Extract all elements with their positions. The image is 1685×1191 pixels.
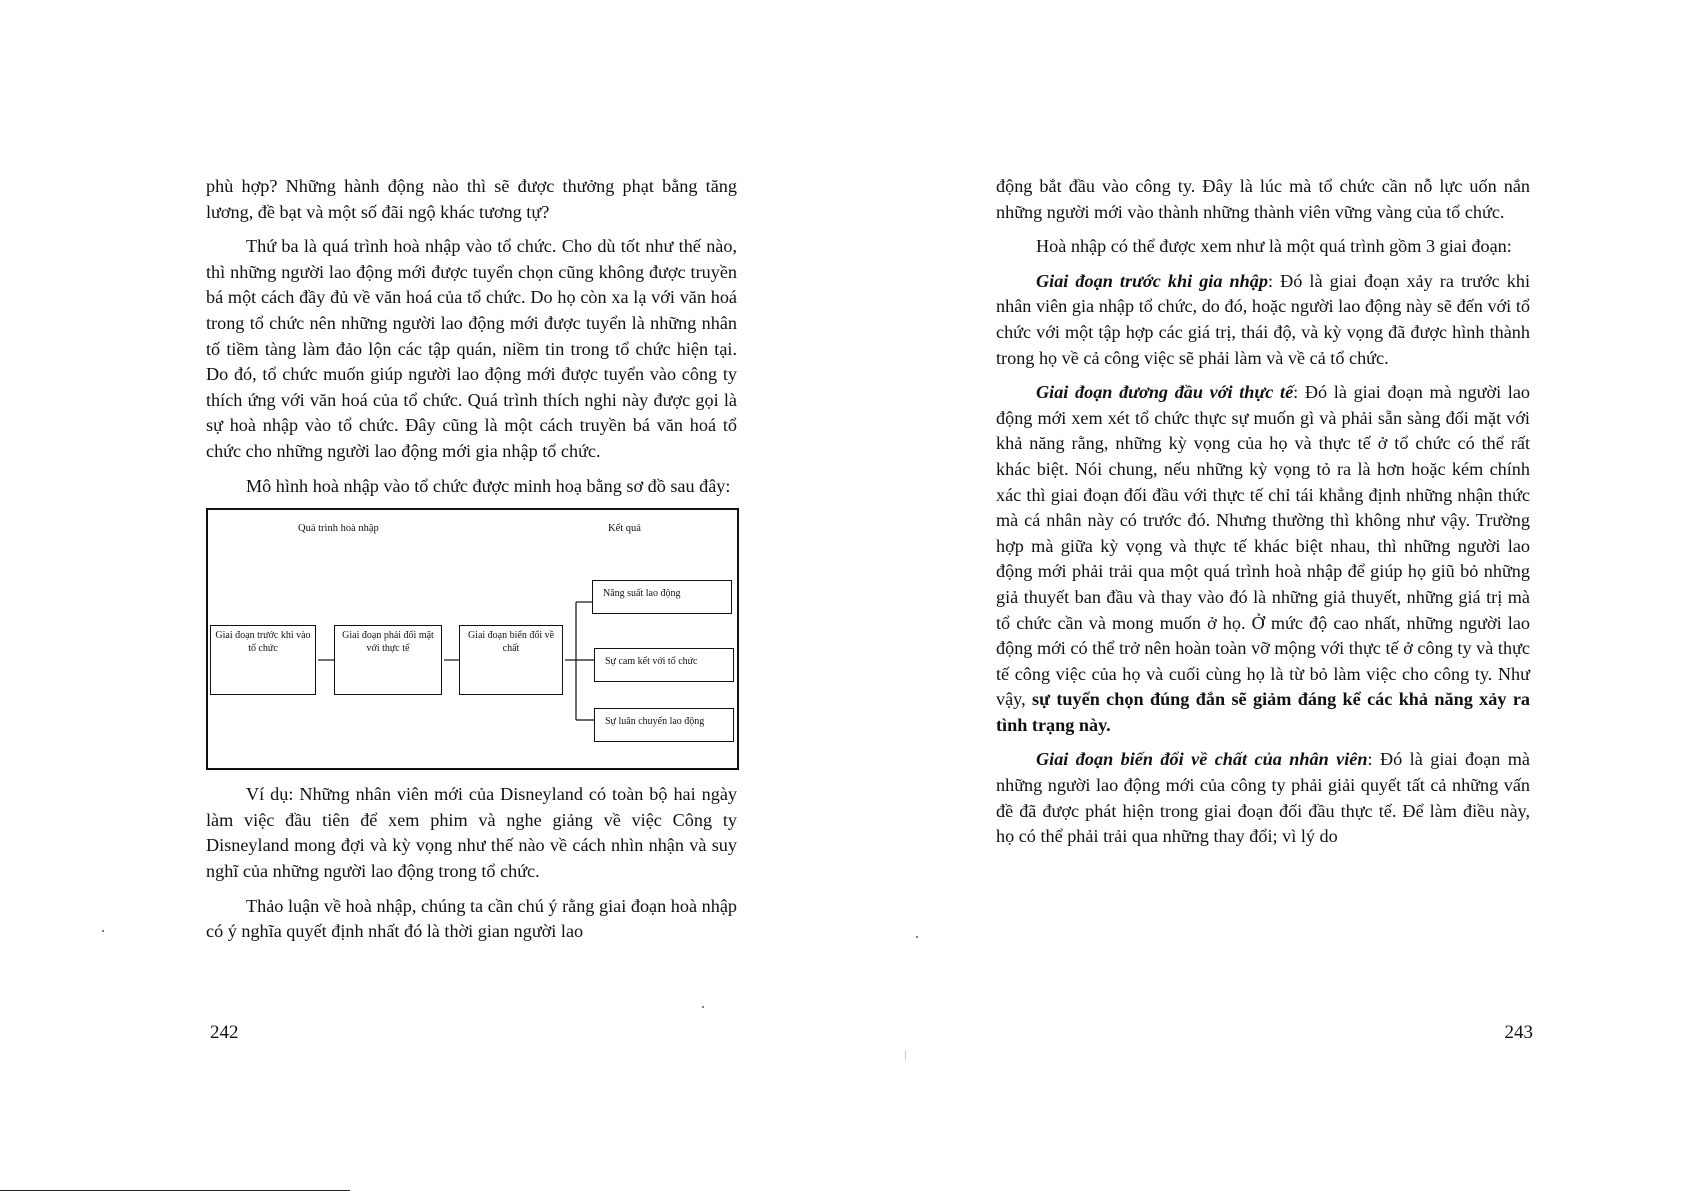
left-paragraph-2: Thứ ba là quá trình hoà nhập vào tổ chức. Cho dù tốt như thế nào, thì những người lao động mới được tuyển chọn cũng không được truyền bá một cách đầy đủ về văn hoá của tổ chức. Do họ còn xa lạ với văn hoá trong tổ chức nên những người lao động mới được tuyển là những nhân tố tiềm tàng làm đảo lộn các tập quán, niềm tin trong tổ chức hiện tại. Do đó, tổ chức muốn giúp người lao động mới được tuyển vào công ty thích ứng với văn hoá của tổ chức. Quá trình thích nghi này được gọi là sự hoà nhập vào tổ chức. Đây cũng là một cách truyền bá văn hoá tổ chức cho những người lao động mới gia nhập tổ chức. xyxy=(206,236,737,461)
stage-face-reality-text: : Đó là giai đoạn mà người lao động mới xem xét tổ chức thực sự muốn gì và phải sẵn sàng đối mặt với khả năng rằng, những kỳ vọng của họ và thực tế ở tổ chức có thể rất khác biệt. Nói chung, nếu những kỳ vọng tỏ ra là hơn hoặc kém chính xác thì giai đoạn đối đầu với thực tế chỉ tái khẳng định những nhận thức mà cá nhân này có trước đó. Nhưng thường thì không như vậy. Trường hợp mà giữa kỳ vọng và thực tế khác biệt nhau, thì những người lao động mới phải trải qua một quá trình hoà nhập để giúp họ giũ bỏ những giả thuyết ban đầu và thay vào đó là những giả thuyết, những giá trị mà tổ chức cần và mong muốn ở họ. Ở mức độ cao nhất, những người lao động mới có thể trở nên hoàn toàn vỡ mộng với thực tế ở công ty và thực tế công việc của họ và cuối cùng họ là từ bỏ làm việc cho công ty. Như vậy, xyxy=(996,382,1531,710)
stage-before-joining-box xyxy=(210,625,316,695)
scan-speck xyxy=(916,936,918,938)
outcome-turnover-box xyxy=(594,708,734,742)
stage-transformation-label: Giai đoạn biến đổi về chất xyxy=(467,630,555,655)
stage-transformation-heading: Giai đoạn biến đổi về chất của nhân viên xyxy=(1036,749,1368,770)
right-page-number: 243 xyxy=(1504,1022,1533,1043)
left-page-number: 242 xyxy=(210,1022,239,1043)
left-text-column xyxy=(206,174,737,954)
stage-transformation-box xyxy=(459,625,563,695)
right-paragraph-5 xyxy=(996,747,1530,849)
scan-speck xyxy=(102,930,104,932)
stage-face-reality-label: Giai đoạn phải đối mặt với thực tế xyxy=(342,630,434,655)
diagram-header-result: Kết quả xyxy=(608,523,641,535)
integration-diagram xyxy=(206,508,739,770)
left-paragraph-3: Mô hình hoà nhập vào tổ chức được minh hoạ bằng sơ đồ sau đây: xyxy=(246,475,731,496)
outcome-commitment-label: Sự cam kết với tổ chức xyxy=(605,656,698,668)
left-page xyxy=(0,0,842,1191)
right-paragraph-3 xyxy=(996,269,1530,371)
outcome-commitment-box xyxy=(594,648,734,682)
stage-before-joining-heading: Giai đoạn trước khi gia nhập xyxy=(1036,270,1268,291)
right-page xyxy=(842,0,1685,1191)
right-text-column xyxy=(996,174,1530,859)
right-paragraph-2: Hoà nhập có thể được xem như là một quá trình gồm 3 giai đoạn: xyxy=(1036,236,1512,257)
outcome-turnover-label: Sự luân chuyển lao động xyxy=(605,716,705,728)
stage-before-joining-label: Giai đoạn trước khi vào tổ chức xyxy=(215,630,311,655)
scan-speck xyxy=(702,1006,704,1008)
stage-face-reality-bold: sự tuyển chọn đúng đắn sẽ giảm đáng kể các khả năng xảy ra tình trạng này. xyxy=(996,689,1530,735)
stage-face-reality-heading: Giai đoạn đương đầu với thực tế xyxy=(1036,382,1294,403)
stage-before-joining-text: : Đó là giai đoạn xảy ra trước khi nhân viên gia nhập tổ chức, do đó, hoặc người lao động này sẽ đến với tổ chức với một tập hợp các giá trị, thái độ, và kỳ vọng đã được hình thành trong họ về cả công việc sẽ phải làm và về cả tổ chức. xyxy=(996,270,1531,368)
outcome-productivity-box xyxy=(592,580,732,614)
left-paragraph-5: Thảo luận về hoà nhập, chúng ta cần chú ý rằng giai đoạn hoà nhập có ý nghĩa quyết định nhất đó là thời gian người lao xyxy=(206,895,737,942)
gutter-mark xyxy=(905,1050,906,1060)
left-paragraph-4: Ví dụ: Những nhân viên mới của Disneyland có toàn bộ hai ngày làm việc đầu tiên để xem phim và nghe giảng về việc Công ty Disneyland mong đợi và kỳ vọng như thế nào về cách nhìn nhận và suy nghĩ của những người lao động trong tổ chức. xyxy=(206,784,737,881)
stage-face-reality-box xyxy=(334,625,442,695)
diagram-header-process: Quá trình hoà nhập xyxy=(298,523,379,535)
outcome-productivity-label: Năng suất lao động xyxy=(603,588,681,600)
stage-transformation-text: : Đó là giai đoạn mà những người lao động mới của công ty phải giải quyết tất cả những vấn đề đã được phát hiện trong giai đoạn đối đầu thực tế. Để làm điều này, họ có thể phải trải qua những thay đổi; vì lý do xyxy=(996,749,1530,847)
left-paragraph-1: phù hợp? Những hành động nào thì sẽ được thưởng phạt bằng tăng lương, đề bạt và một số đãi ngộ khác tương tự? xyxy=(206,176,737,222)
right-paragraph-4 xyxy=(996,380,1530,738)
right-paragraph-1: động bắt đầu vào công ty. Đây là lúc mà tổ chức cần nỗ lực uốn nắn những người mới vào thành những thành viên vững vàng của tổ chức. xyxy=(996,176,1530,222)
